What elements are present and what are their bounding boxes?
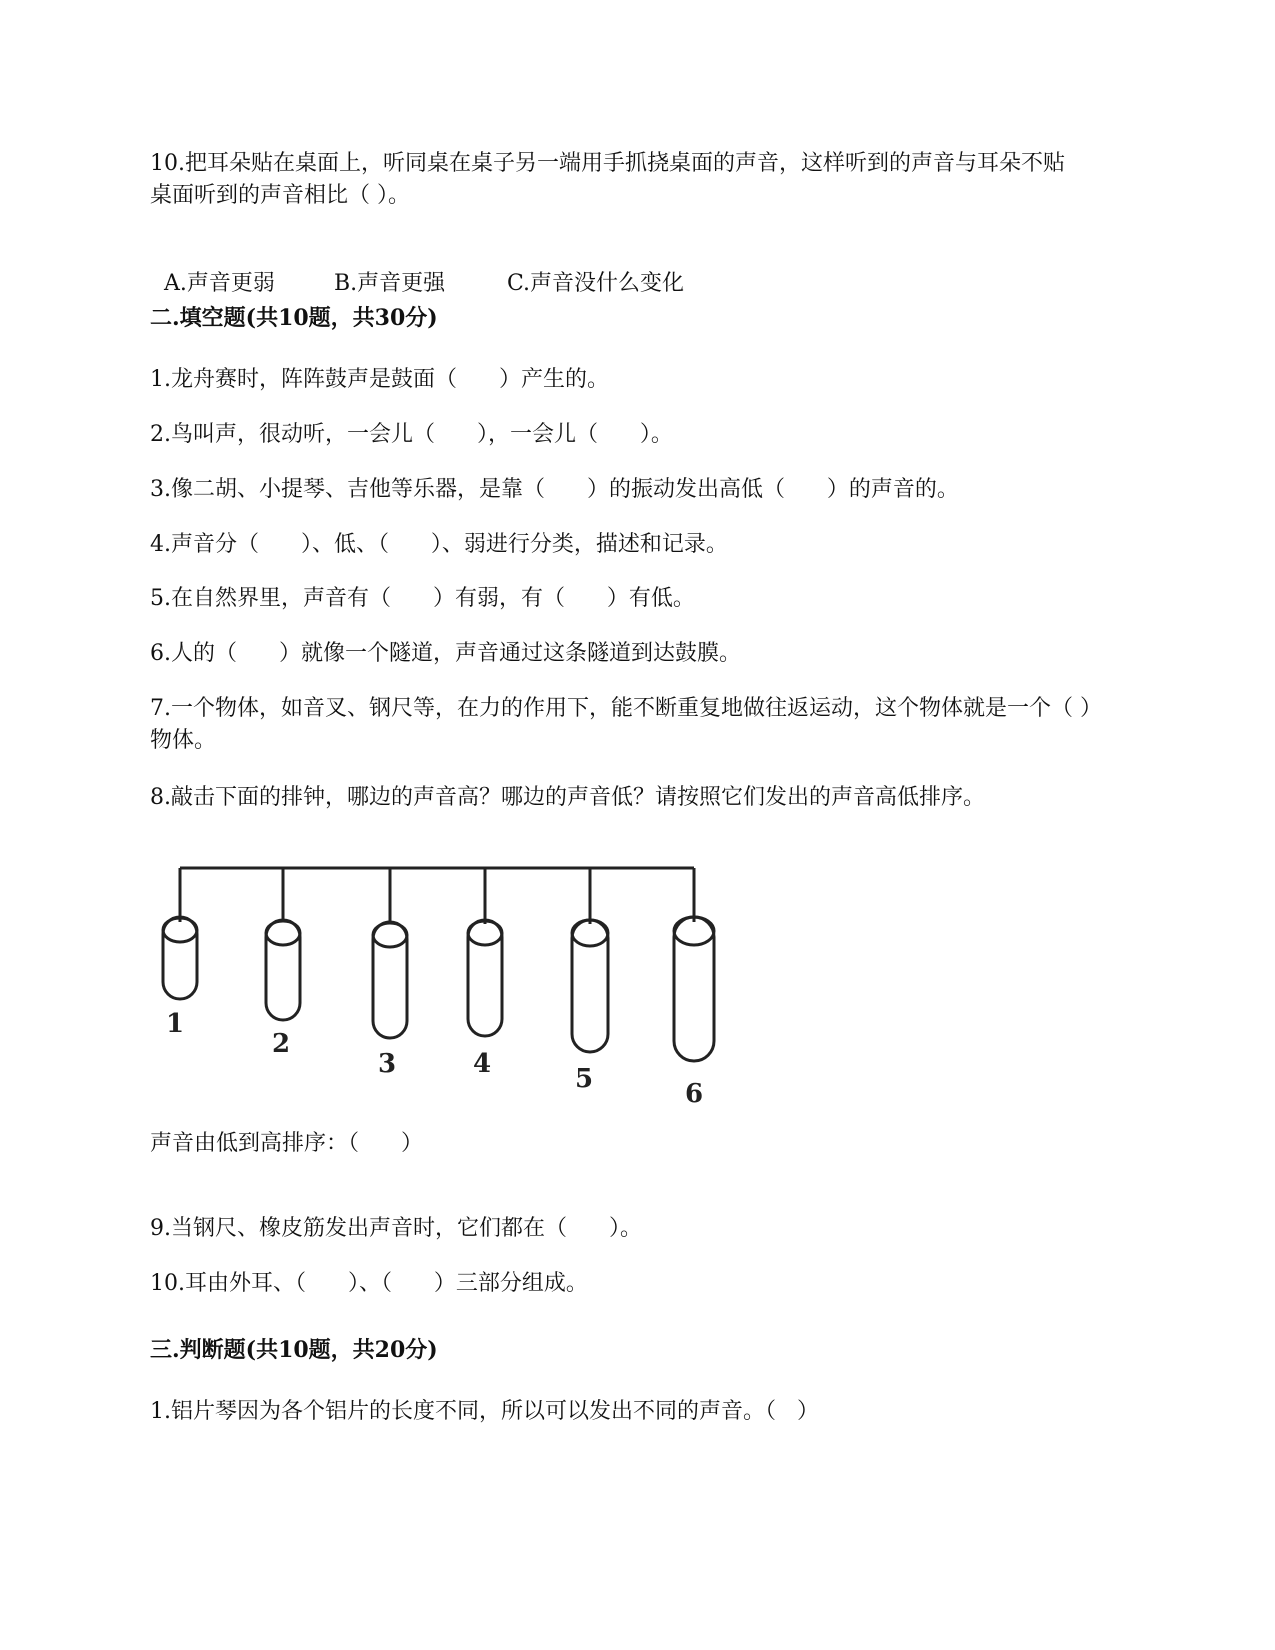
section2-heading: 二.填空题(共10题，共30分) (150, 305, 438, 331)
prev-question-options (150, 236, 1130, 300)
option-b: B.声音更强 (334, 271, 446, 296)
option-a: A.声音更弱 (164, 271, 275, 296)
bell-order-answer-prompt: 声音由低到高排序：（ ） (150, 1131, 423, 1156)
fill-question-8: 8.敲击下面的排钟，哪边的声音高？哪边的声音低？请按照它们发出的声音高低排序。 (150, 785, 985, 810)
prev-question-text: 10.把耳朵贴在桌面上，听同桌在桌子另一端用手抓挠桌面的声音，这样听到的声音与耳朵不贴桌面听到的声音相比（ ）。 (150, 151, 1065, 208)
fill-question-7: 7.一个物体，如音叉、钢尺等，在力的作用下，能不断重复地做往返运动，这个物体就是一个（ ）物体。 (150, 696, 1102, 753)
bell-label-4: 4 (472, 1049, 492, 1079)
fill-question-3: 3.像二胡、小提琴、吉他等乐器，是靠（ ）的振动发出高低（ ）的声音的。 (150, 477, 959, 502)
section3-heading: 三.判断题(共10题，共20分) (150, 1337, 438, 1363)
bell-label-1: 1 (165, 1009, 185, 1039)
bell-label-6: 6 (684, 1079, 704, 1109)
option-c: C.声音没什么变化 (507, 271, 685, 296)
fill-question-5: 5.在自然界里，声音有（ ）有弱，有（ ）有低。 (150, 586, 695, 611)
fill-question-9: 9.当钢尺、橡皮筋发出声音时，它们都在（ ）。 (150, 1216, 642, 1241)
chime-bells-diagram (165, 862, 740, 1122)
judge-question-1: 1.铝片琴因为各个铝片的长度不同，所以可以发出不同的声音。（ ） (150, 1399, 819, 1424)
bell-label-5: 5 (574, 1064, 594, 1094)
bell-label-2: 2 (271, 1029, 291, 1059)
bell-label-3: 3 (377, 1049, 397, 1079)
bell-5 (572, 920, 608, 1052)
bell-3 (373, 922, 407, 1038)
bell-1 (163, 917, 197, 999)
fill-question-1: 1.龙舟赛时，阵阵鼓声是鼓面（ ）产生的。 (150, 367, 609, 392)
fill-question-2: 2.鸟叫声，很动听，一会儿（ ），一会儿（ ）。 (150, 422, 673, 447)
bell-2 (266, 920, 300, 1020)
bell-4 (468, 920, 502, 1036)
fill-question-4: 4.声音分（ ）、低、（ ）、弱进行分类，描述和记录。 (150, 532, 728, 557)
bell-6 (674, 917, 714, 1061)
fill-question-6: 6.人的（ ）就像一个隧道，声音通过这条隧道到达鼓膜。 (150, 641, 741, 666)
fill-question-10: 10.耳由外耳、（ ）、（ ）三部分组成。 (150, 1271, 588, 1296)
